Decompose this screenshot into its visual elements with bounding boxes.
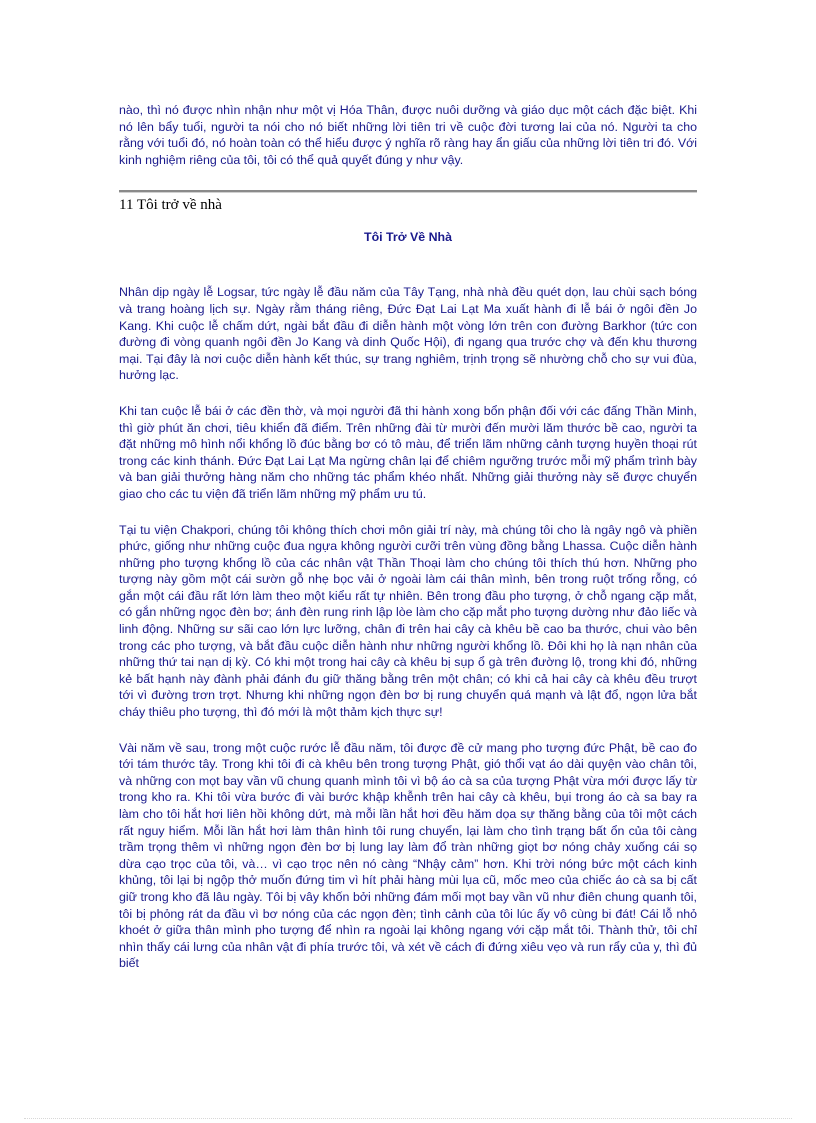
body-paragraph-3: Tại tu viện Chakpori, chúng tôi không thích chơi môn giải trí này, mà chúng tôi cho là ngây ngô và phiền phức, giống như những cuộc đua ngựa không người cưỡi trên vùng đồng bằng Lhassa. Cuộc diễn hành những pho tượng khổng lồ của các nhân vật Thần Thoại làm cho chúng tôi thích thú hơn. Những pho tượng này gồm một cái sườn gỗ nhẹ bọc vải ở ngoài làm cái thân mình, bên trong ruột trống rỗng, có gắn một cái đầu rất lớn làm theo một kiểu rất tự nhiên. Bên trong đầu pho tượng, ở chỗ ngang cặp mắt, có gắn những ngọc đèn bơ; ánh đèn rung rinh lập lòe làm cho cặp mắt pho tượng dường như đảo liếc và linh động. Những sư sãi cao lớn lực lưỡng, chân đi trên hai cây cà khêu bề cao ba thước, chui vào bên trong các pho tượng, và bắt đầu cuộc diễn hành như những người khổng lồ. Đôi khi họ là nạn nhân của những thứ tai nạn dị kỳ. Có khi một trong hai cây cà khêu bị sụp ổ gà trên đường lộ, trong khi đó, những kẻ bất hạnh này đành phải đánh đu giữ thăng bằng trên một chân; có khi cả hai cây cà khêu đều trượt tới vì đường trơn trợt. Nhưng khi những ngọn đèn bơ bị rung chuyển quá mạnh và lật đổ, ngọn lửa bắt cháy thiêu pho tượng, thì đó mới là một thảm kịch thực sự! — [119, 522, 697, 720]
body-paragraph-4: Vài năm về sau, trong một cuộc rước lễ đầu năm, tôi được đề cử mang pho tượng đức Phật, bề cao đo tới tám thước tây. Trong khi tôi đi cà khêu bên trong tượng Phật, gió thổi vạt áo dài quyện vào chân tôi, và những con mọt bay vần vũ chung quanh mình tôi vì bộ áo cà sa của tượng Phật vừa mới được lấy từ trong kho ra. Khi tôi vừa bước đi vài bước khập khễnh trên hai cây cà khêu, bụi trong áo cà sa bay ra làm cho tôi hắt hơi liên hồi không dứt, mà mỗi lần hắt hơi đều hăm dọa sự thăng bằng của tôi một cách rất nguy hiểm. Mỗi lần hắt hơi làm thân hình tôi rung chuyển, lại làm cho tình trạng bất ổn của tôi càng trầm trọng thêm vì những ngọn đèn bơ bị lung lay làm đổ tràn những giọt bơ nóng chảy xuống cái sọ dừa cạo trọc của tôi, và… vì cạo trọc nên nó càng “Nhậy cảm” hơn. Khi trời nóng bức một cách kinh khủng, tôi lại bị ngộp thở muốn đứng tim vì hít phải hàng mùi lụa cũ, mốc meo của chiếc áo cà sa bị cất giữ trong kho đã lâu ngày. Tôi bị vây khốn bởi những đám mối mọt bay vần vũ như điên chung quanh tôi, tôi bị phỏng rát da đầu vì bơ nóng của các ngọn đèn; tình cảnh của tôi lúc ấy vô cùng bi đát! Cái lỗ nhỏ khoét ở giữa thân mình pho tượng để nhìn ra ngoài lại không ngang với cặp mắt tôi. Thành thử, tôi chỉ nhìn thấy cái lưng của nhân vật đi phía trước tôi, và xét về cách đi đứng xiêu vẹo và run rẩy của y, thì đủ biết — [119, 740, 697, 971]
intro-paragraph: nào, thì nó được nhìn nhận như một vị Hóa Thân, được nuôi dưỡng và giáo dục một cách đặc biệt. Khi nó lên bẩy tuổi, người ta nói cho nó biết những lời tiên tri về cuộc đời tương lai của nó. Người ta cho rằng với tuổi đó, nó hoàn toàn có thể hiểu được ý nghĩa rõ ràng hay ẩn giấu của những lời tiên tri đó. Với kinh nghiệm riêng của tôi, tôi có thể quả quyết đúng y như vậy. — [119, 103, 697, 167]
chapter-title: Tôi Trở Về Nhà — [364, 230, 452, 245]
section-divider — [119, 190, 697, 193]
body-paragraph-2: Khi tan cuộc lễ bái ở các đền thờ, và mọi người đã thi hành xong bổn phận đối với các đấng Thần Minh, thì giờ phút ăn chơi, tiêu khiển đã điểm. Trên những đài từ mười đến mười lăm thước bề cao, người ta đặt những mô hình nổi khổng lồ đúc bằng bơ có tô màu, để triển lãm những cảnh tượng huyền thoại rút trong các kinh thánh. Đức Đạt Lai Lạt Ma ngừng chân lại để chiêm ngưỡng trước mỗi mỹ phẩm trình bày và ban giải thưởng hàng năm cho những tác phẩm khéo nhất. Những giải thưởng này sẽ được chuyển giao cho các tu viện đã triển lãm những mỹ phẩm ưu tú. — [119, 403, 697, 501]
document-page — [119, 102, 697, 991]
section-heading: 11 Tôi trở về nhà — [119, 197, 222, 214]
body-paragraph-1: Nhân dịp ngày lễ Logsar, tức ngày lễ đầu năm của Tây Tạng, nhà nhà đều quét dọn, lau chùi sạch bóng và trang hoàng lịch sự. Ngày rằm tháng riêng, Đức Đạt Lai Lạt Ma xuất hành đi lễ bái ở ngôi đền Jo Kang. Khi cuộc lễ chấm dứt, ngài bắt đầu đi diễn hành một vòng lớn trên con đường Barkhor (tức con đường đi vòng quanh ngôi đền Jo Kang và dinh Quốc Hội), đi ngang qua trước chợ và đến khu thương mại. Tại đây là nơi cuộc diễn hành kết thúc, sự trang nghiêm, trịnh trọng sẽ nhường chỗ cho sự vui đùa, hưởng lạc. — [119, 285, 697, 383]
page-bottom-border — [24, 1118, 792, 1119]
